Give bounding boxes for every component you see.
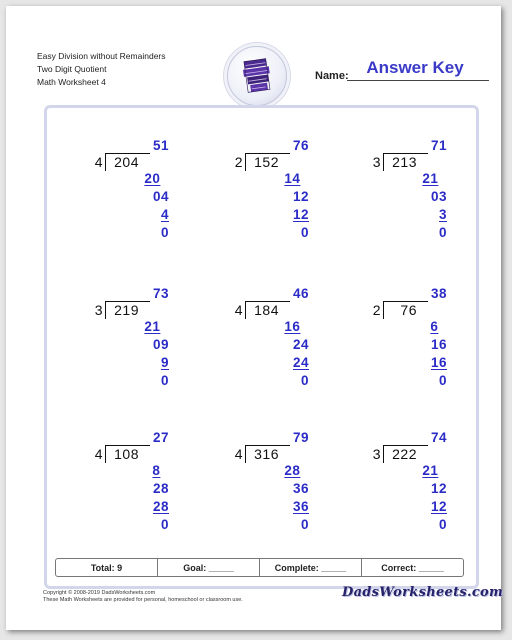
work-step: 28: [284, 463, 301, 478]
divisor: 2: [372, 302, 381, 318]
work-step: 36: [292, 499, 309, 514]
division-problem: [227, 138, 337, 248]
divisor: 4: [234, 446, 243, 462]
name-label: Name:: [315, 70, 349, 82]
name-underline: [347, 80, 489, 81]
worksheet-page: [6, 6, 504, 630]
divisor: 3: [94, 302, 103, 318]
score-goal: Goal: _____: [158, 559, 260, 576]
divisor: 4: [234, 302, 243, 318]
worksheet-title: Easy Division without Remainders: [37, 51, 166, 61]
usage-line: These Math Worksheets are provided for personal, homeschool or classroom use.: [43, 597, 243, 603]
work-step: 0: [438, 373, 447, 388]
work-step: 6: [430, 319, 439, 334]
divisor: 2: [234, 154, 243, 170]
work-step: 0: [300, 517, 309, 532]
quotient: 27: [152, 430, 169, 445]
copyright-notice: [43, 590, 243, 604]
division-problem: [87, 138, 197, 248]
copyright-line: Copyright © 2008-2019 DadsWorksheets.com: [43, 590, 156, 596]
work-step: 20: [144, 171, 161, 186]
dividend: 222: [392, 446, 417, 462]
dividend: 76: [400, 302, 417, 318]
work-step: 12: [292, 207, 309, 222]
work-step: 24: [292, 337, 309, 352]
score-table: [55, 558, 464, 577]
brand-logo: DadsWorksheets.com: [342, 585, 504, 600]
work-step: 09: [152, 337, 169, 352]
work-step: 12: [430, 499, 447, 514]
work-step: 28: [152, 481, 169, 496]
work-step: 16: [284, 319, 301, 334]
score-total: Total: 9: [56, 559, 158, 576]
quotient: 74: [430, 430, 447, 445]
quotient: 51: [152, 138, 169, 153]
quotient: 79: [292, 430, 309, 445]
work-step: 12: [430, 481, 447, 496]
work-step: 9: [160, 355, 169, 370]
work-step: 24: [292, 355, 309, 370]
dividend: 108: [114, 446, 139, 462]
division-problem: [227, 430, 337, 540]
problems-frame: [44, 105, 479, 589]
worksheet-subtitle: Two Digit Quotient: [37, 64, 107, 74]
quotient: 76: [292, 138, 309, 153]
work-step: 21: [422, 463, 439, 478]
work-step: 28: [152, 499, 169, 514]
work-step: 3: [438, 207, 447, 222]
divisor: 3: [372, 154, 381, 170]
quotient: 71: [430, 138, 447, 153]
division-problem: [227, 286, 337, 396]
work-step: 8: [152, 463, 161, 478]
work-step: 03: [430, 189, 447, 204]
stacked-numbers-logo-icon: [227, 46, 287, 106]
divisor: 4: [94, 446, 103, 462]
work-step: 16: [430, 337, 447, 352]
work-step: 21: [144, 319, 161, 334]
dividend: 316: [254, 446, 279, 462]
dividend: 213: [392, 154, 417, 170]
work-step: 0: [438, 225, 447, 240]
worksheet-title-block: [37, 50, 166, 89]
division-problem: [87, 286, 197, 396]
quotient: 38: [430, 286, 447, 301]
score-correct: Correct: _____: [381, 562, 444, 573]
score-complete: Complete: _____: [260, 559, 362, 576]
dividend: 152: [254, 154, 279, 170]
work-step: 04: [152, 189, 169, 204]
worksheet-number: Math Worksheet 4: [37, 77, 106, 87]
division-problem: [365, 286, 475, 396]
work-step: 12: [292, 189, 309, 204]
dividend: 204: [114, 154, 139, 170]
work-step: 16: [430, 355, 447, 370]
answer-key-label: Answer Key: [366, 58, 464, 77]
divisor: 4: [94, 154, 103, 170]
division-problem: [87, 430, 197, 540]
work-step: 0: [160, 517, 169, 532]
dividend: 184: [254, 302, 279, 318]
work-step: 0: [300, 225, 309, 240]
work-step: 21: [422, 171, 439, 186]
work-step: 36: [292, 481, 309, 496]
quotient: 73: [152, 286, 169, 301]
work-step: 4: [160, 207, 169, 222]
work-step: 14: [284, 171, 301, 186]
quotient: 46: [292, 286, 309, 301]
work-step: 0: [160, 225, 169, 240]
division-problem: [365, 138, 475, 248]
work-step: 0: [160, 373, 169, 388]
work-step: 0: [300, 373, 309, 388]
dividend: 219: [114, 302, 139, 318]
divisor: 3: [372, 446, 381, 462]
work-step: 0: [438, 517, 447, 532]
division-problem: [365, 430, 475, 540]
